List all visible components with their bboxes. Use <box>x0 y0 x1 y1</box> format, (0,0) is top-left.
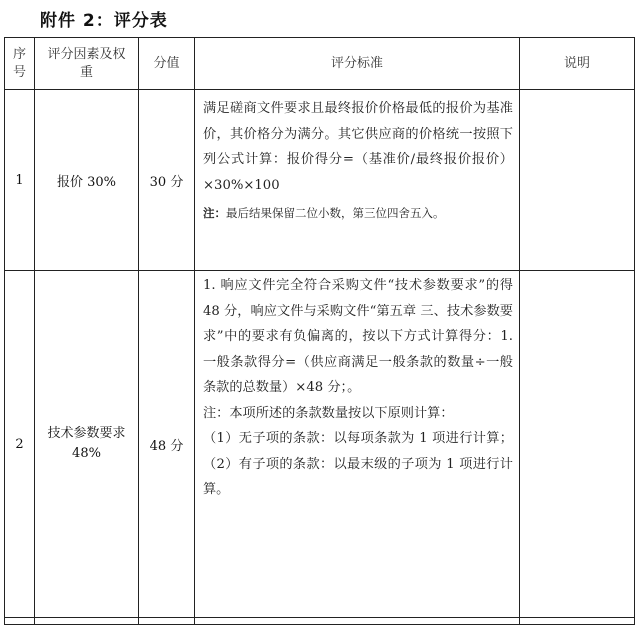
scoring-table <box>4 37 635 625</box>
criteria-note <box>203 198 513 228</box>
row-criteria <box>195 90 520 271</box>
row-seq: 2 <box>5 271 35 618</box>
header-factor: 评分因素及权重 <box>35 38 139 90</box>
row-seq: 1 <box>5 90 35 271</box>
header-remark: 说明 <box>520 38 635 90</box>
header-seq: 序号 <box>5 38 35 90</box>
criteria-rule: （1）无子项的条款：以每项条款为 1 项进行计算；（2）有子项的条款：以最末级的子项为 1 项进行计算。 <box>203 431 513 497</box>
row-criteria <box>195 271 520 618</box>
header-score: 分值 <box>139 38 195 90</box>
table-row-next <box>5 618 635 625</box>
row-factor: 报价 30% <box>35 90 139 271</box>
criteria-text: 满足磋商文件要求且最终报价价格最低的报价为基准价，其价格分为满分。其它供应商的价格统一按照下列公式计算：报价得分=（基准价/最终报价报价）×30%×100 <box>203 101 513 193</box>
criteria-text: 1. 响应文件完全符合采购文件“技术参数要求”的得 48 分，响应文件与采购文件“第五章 三、技术参数要求”中的要求有负偏离的，按以下方式计算得分：1. 一般条款得分=（供应商满足一般条款的数量÷一般条款的总数量）×48 分；。 <box>203 278 513 395</box>
row-score: 30 分 <box>139 90 195 271</box>
page-title: 附件 2：评分表 <box>40 11 168 31</box>
header-criteria: 评分标准 <box>195 38 520 90</box>
table-row <box>5 90 635 271</box>
criteria-note: 注：本项所述的条款数量按以下原则计算： <box>203 405 454 421</box>
note-text: 最后结果保留二位小数，第三位四舍五入。 <box>226 206 445 220</box>
note-label: 注： <box>203 206 226 220</box>
row-remark <box>520 90 635 271</box>
row-score: 48 分 <box>139 271 195 618</box>
row-factor: 技术参数要求 48% <box>35 271 139 618</box>
row-remark <box>520 271 635 618</box>
header-row <box>5 38 635 90</box>
table-row <box>5 271 635 618</box>
